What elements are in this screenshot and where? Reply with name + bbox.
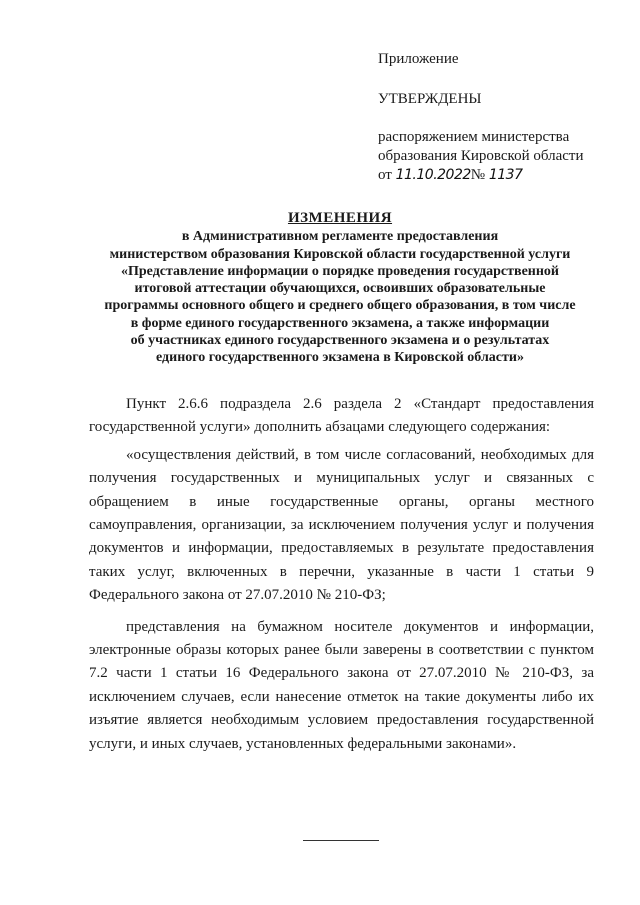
title-line-2: министерством образования Кировской области государственной услуги — [109, 246, 571, 262]
paragraph-1: Пункт 2.6.6 подраздела 2.6 раздела 2 «Стандарт предоставления государственной услуги» дополнить абзацами следующего содержания: — [89, 396, 594, 436]
number-sign: № — [470, 167, 486, 183]
paragraph-3: представления на бумажном носителе документов и информации, электронные образы которых ранее были заверены в соответствии с пунктом 7.2 части 1 статьи 16 Федерального закона от 27.07.2010 № 210-ФЗ, за исключением случаев, если нанесение отметок на такие документы либо их изъятие является необходимым условием предоставления государственной услуги, и иных случаев, установленных федеральными законами». — [89, 618, 594, 752]
order-line-2: образования Кировской области — [378, 148, 584, 164]
handwritten-number: 1137 — [488, 167, 523, 183]
order-date-number — [378, 166, 618, 185]
appendix-label: Приложение — [378, 51, 459, 67]
from-prefix: от — [378, 167, 392, 183]
document-title — [60, 210, 620, 367]
title-line-6: в форме единого государственного экзамена, а также информации — [130, 315, 550, 331]
title-main: ИЗМЕНЕНИЯ — [287, 210, 393, 226]
document-body — [89, 393, 594, 764]
approved-label: УТВЕРЖДЕНЫ — [378, 91, 482, 107]
end-divider — [303, 840, 379, 841]
title-line-7: об участниках единого государственного экзамена и о результатах — [130, 333, 550, 349]
title-line-4: итоговой аттестации обучающихся, освоивших образовательные — [134, 281, 546, 297]
order-line-1: распоряжением министерства — [378, 129, 570, 145]
approval-header — [378, 50, 618, 185]
paragraph-2: «осуществления действий, в том числе согласований, необходимых для получения государственных и муниципальных услуг и связанных с обращением в иные государственные органы, органы местного самоуправления, организации, за исключением получения услуг и получения документов и информации, предоставляемых в результате предоставления таких услуг, включенных в перечни, указанные в части 1 статьи 9 Федерального закона от 27.07.2010 № 210-ФЗ; — [89, 446, 594, 604]
title-line-3: «Представление информации о порядке проведения государственной — [121, 263, 559, 279]
title-line-8: единого государственного экзамена в Кировской области» — [156, 350, 524, 366]
handwritten-date: 11.10.2022 — [395, 167, 471, 183]
title-line-5: программы основного общего и среднего общего образования, в том числе — [104, 298, 576, 314]
title-line-1: в Административном регламенте предоставления — [181, 229, 499, 245]
